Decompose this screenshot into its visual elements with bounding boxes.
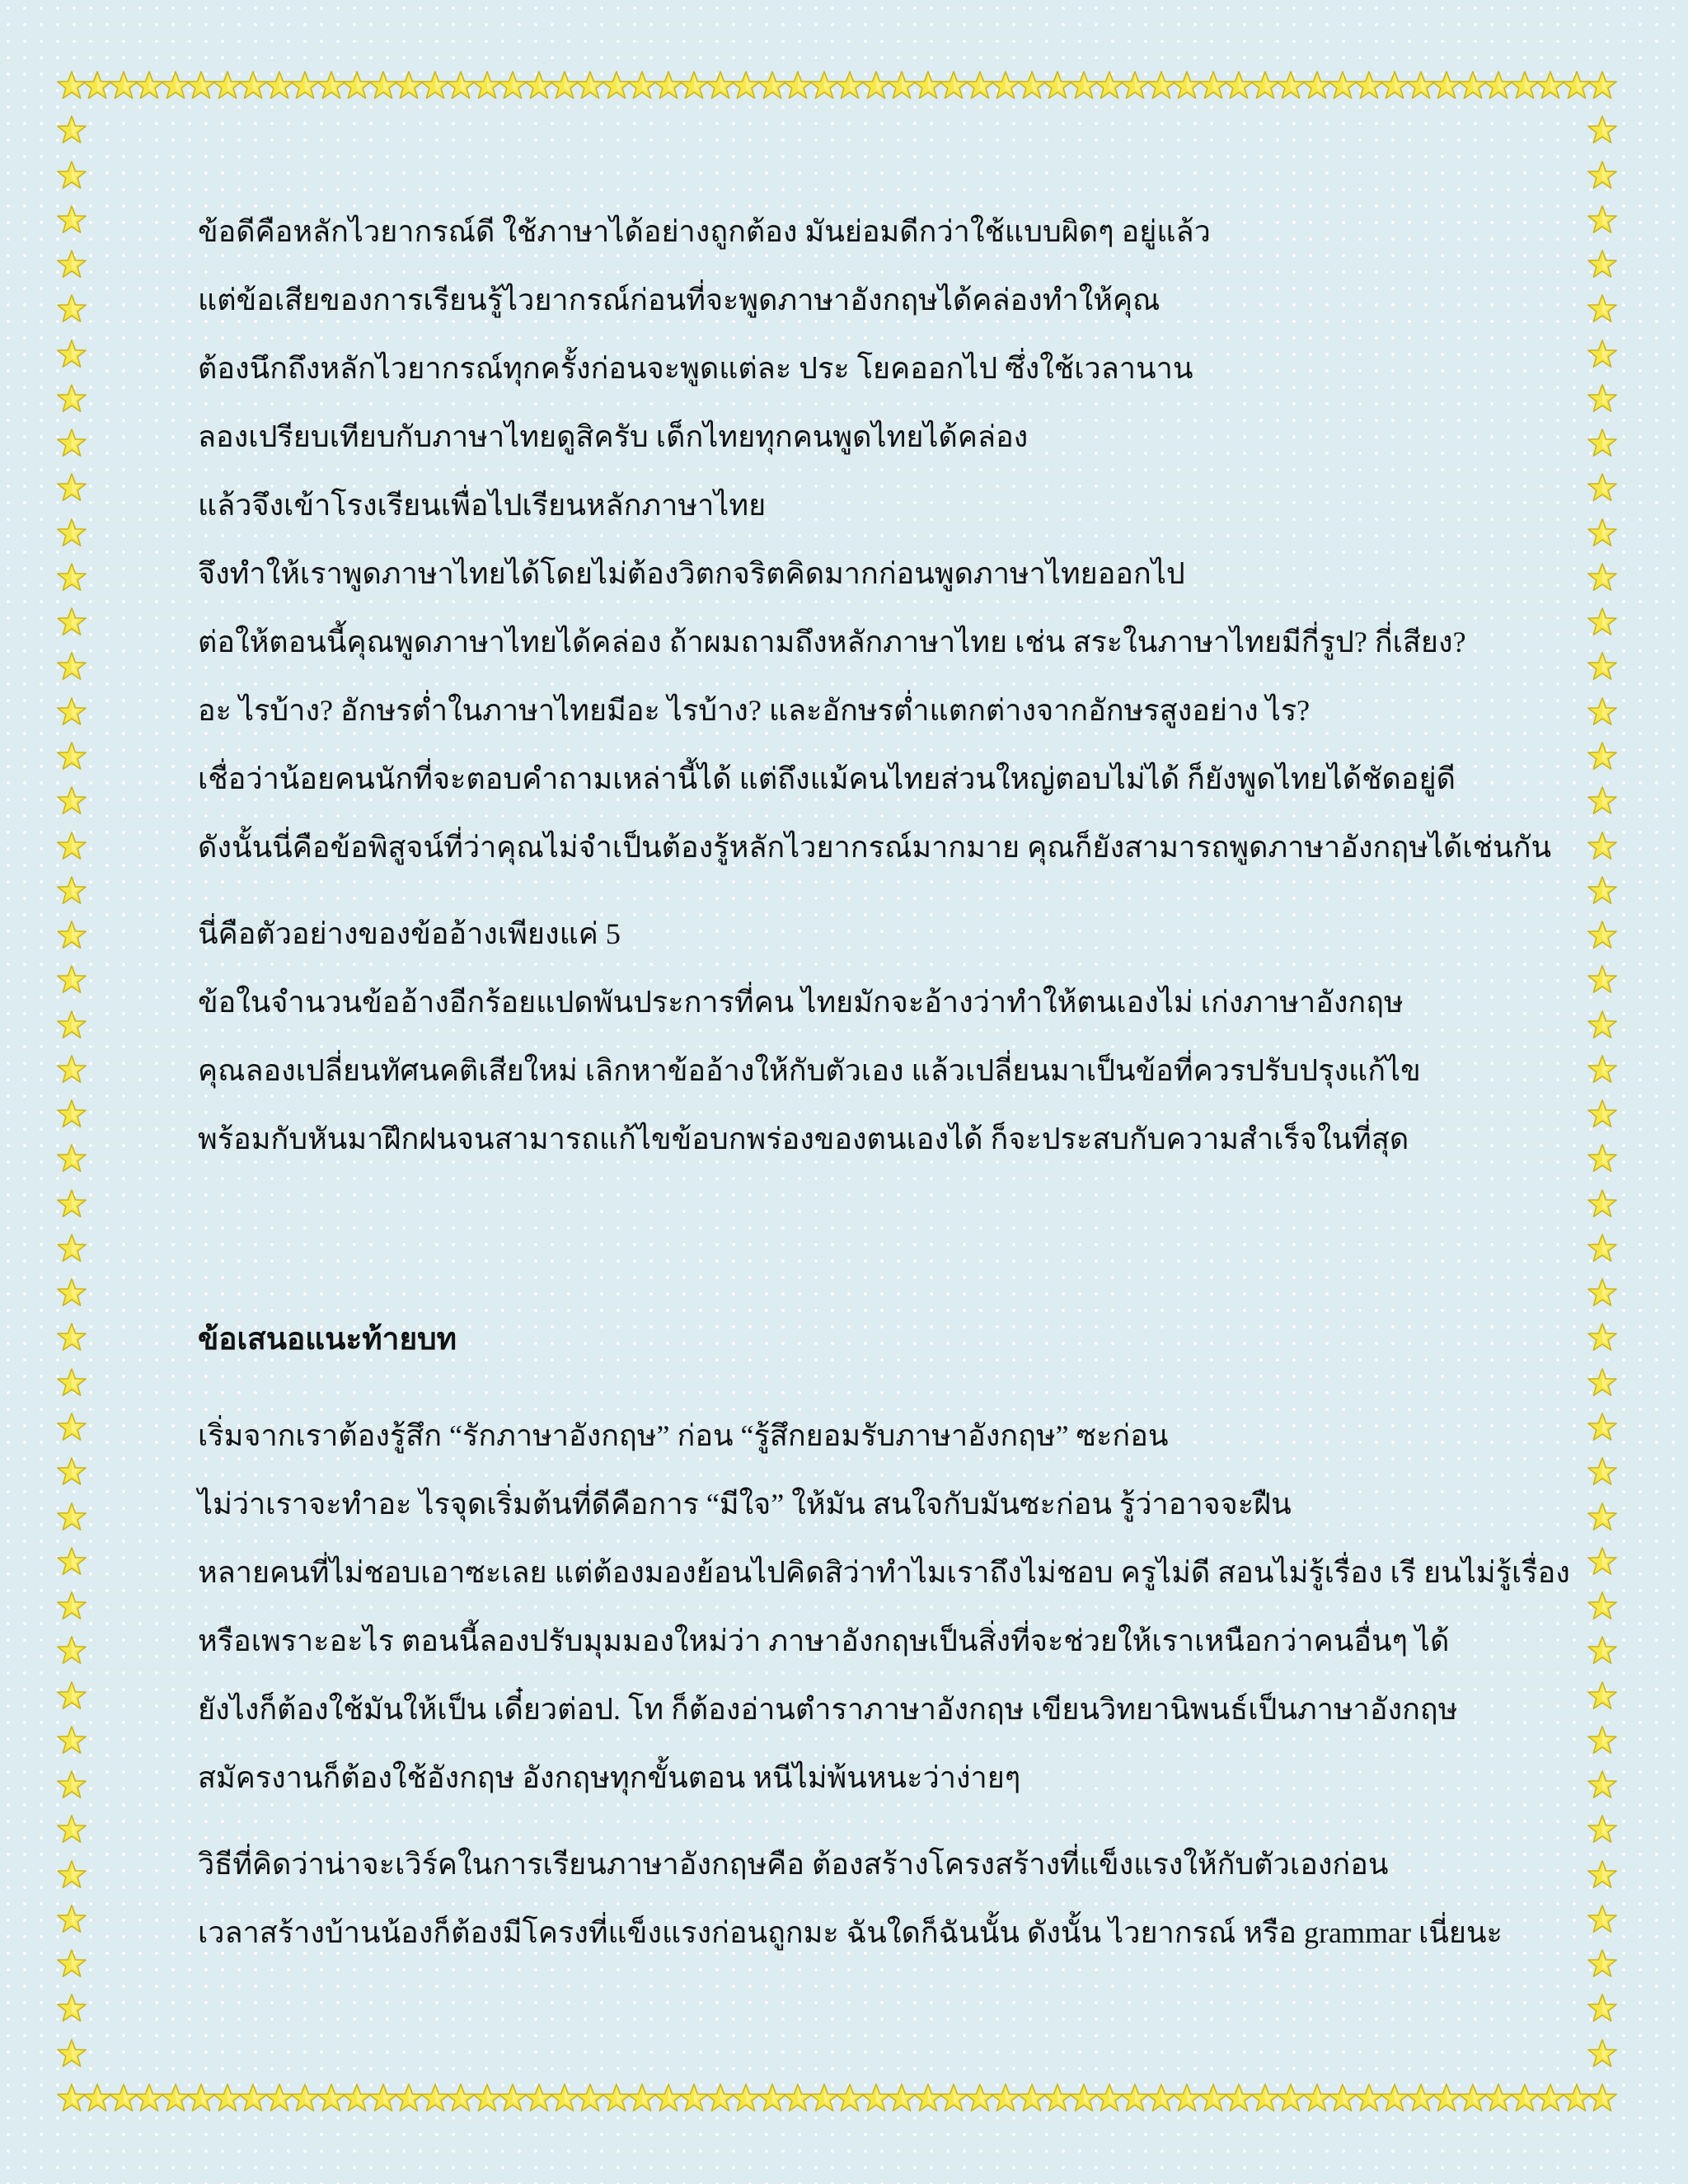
star-icon [886, 2083, 917, 2114]
star-icon [1587, 1993, 1618, 2024]
star-icon [1587, 1814, 1618, 1845]
star-icon [341, 2083, 373, 2114]
star-icon [653, 70, 684, 101]
text-line: ลองเปรียบเทียบกับภาษาไทยดูสิครับ เด็กไทยทุกคนพูดไทยได้คล่อง [198, 420, 1029, 453]
text-line: ไม่ว่าเราจะทำอะ ไรจุดเริ่มต้นที่ดีคือการ “มีใจ” ให้มัน สนใจกับมันซะก่อน รู้ว่าอาจจะฝืน [198, 1488, 1292, 1521]
heading-spacer [198, 1374, 1533, 1402]
star-icon [471, 2083, 503, 2114]
star-icon [912, 70, 944, 101]
star-icon [1587, 1635, 1618, 1666]
star-icon [1587, 1725, 1618, 1756]
star-icon [56, 1680, 87, 1712]
star-icon [1561, 2083, 1592, 2114]
star-icon [1171, 70, 1203, 101]
star-icon [56, 1904, 87, 1935]
star-icon [56, 2083, 87, 2114]
text-line: ยังไงก็ต้องใช้มันให้เป็น เดี๋ยวต่อป. โท ก็ต้องอ่านตำราภาษาอังกฤษ เขียนวิทยานิพนธ์เป็นภาษาอังกฤษ [198, 1693, 1458, 1726]
star-icon [653, 2083, 684, 2114]
star-icon [1068, 2083, 1100, 2114]
star-icon [56, 1412, 87, 1443]
star-icon [964, 70, 996, 101]
star-icon [1301, 2083, 1333, 2114]
star-icon [56, 1859, 87, 1891]
star-icon [860, 2083, 892, 2114]
star-icon [574, 70, 606, 101]
star-icon [964, 2083, 996, 2114]
star-icon [56, 1725, 87, 1756]
star-icon [368, 2083, 399, 2114]
star-icon [56, 1322, 87, 1353]
star-icon [56, 518, 87, 549]
star-icon [237, 2083, 269, 2114]
star-icon [1457, 2083, 1489, 2114]
paragraph-grammar-advantages [198, 198, 1552, 882]
star-icon [56, 383, 87, 415]
star-icon [1587, 2083, 1618, 2114]
star-icon [1119, 70, 1151, 101]
star-icon [160, 70, 191, 101]
star-icon [1457, 70, 1489, 101]
star-icon [56, 115, 87, 146]
star-icon [82, 2083, 113, 2114]
star-icon [1587, 741, 1618, 772]
paragraph-love-english [198, 1402, 1570, 1812]
star-icon [56, 1502, 87, 1533]
text-line: นี่คือตัวอย่างของข้ออ้างเพียงแค่ 5 [198, 917, 621, 950]
star-icon [1483, 70, 1514, 101]
star-icon [56, 875, 87, 907]
star-icon [56, 204, 87, 236]
star-icon [56, 249, 87, 280]
star-icon [1587, 249, 1618, 280]
star-icon [1016, 70, 1048, 101]
star-icon [1094, 2083, 1125, 2114]
star-icon [420, 70, 451, 101]
star-icon [212, 2083, 243, 2114]
star-icon [264, 2083, 295, 2114]
star-icon [1068, 70, 1100, 101]
star-icon [1587, 1322, 1618, 1353]
star-icon [1587, 1010, 1618, 1041]
star-icon [497, 70, 528, 101]
star-icon [1587, 920, 1618, 951]
star-icon [549, 70, 580, 101]
star-icon [56, 1277, 87, 1309]
star-icon [678, 2083, 710, 2114]
star-icon [1327, 2083, 1358, 2114]
star-icon [1587, 1233, 1618, 1264]
star-icon [56, 651, 87, 682]
star-icon [1587, 1277, 1618, 1309]
star-icon [289, 2083, 321, 2114]
star-icon [1587, 1502, 1618, 1533]
text-line: หรือเพราะอะไร ตอนนี้ลองปรับมุมมองใหม่ว่า ภาษาอังกฤษเป็นสิ่งที่จะช่วยให้เราเหนือกว่าคนอื่นๆ ได้ [198, 1624, 1450, 1657]
star-icon [56, 339, 87, 370]
star-icon [1587, 70, 1618, 101]
star-icon [56, 920, 87, 951]
text-line: ข้อดีคือหลักไวยากรณ์ดี ใช้ภาษาได้อย่างถูกต้อง มันย่อมดีกว่าใช้แบบผิดๆ อยู่แล้ว [198, 215, 1211, 248]
star-icon [264, 70, 295, 101]
star-icon [56, 293, 87, 325]
star-icon [757, 70, 788, 101]
text-line: แล้วจึงเข้าโรงเรียนเพื่อไปเรียนหลักภาษาไทย [198, 489, 767, 522]
section-spacer [198, 1174, 1533, 1305]
star-icon [56, 1769, 87, 1801]
star-icon [1587, 964, 1618, 996]
star-icon [1587, 875, 1618, 907]
star-icon [1509, 70, 1540, 101]
star-icon [56, 1233, 87, 1264]
star-icon [601, 2083, 632, 2114]
star-icon [1587, 651, 1618, 682]
star-icon [1587, 1859, 1618, 1891]
star-icon [834, 2083, 865, 2114]
text-line: ต้องนึกถึงหลักไวยากรณ์ทุกครั้งก่อนจะพูดแต่ละ ประ โยคออกไป ซึ่งใช้เวลานาน [198, 352, 1193, 385]
star-icon [1042, 2083, 1073, 2114]
star-icon [316, 2083, 347, 2114]
star-icon [1327, 70, 1358, 101]
star-icon [1587, 339, 1618, 370]
star-icon [1483, 2083, 1514, 2114]
star-icon [705, 70, 736, 101]
star-icon [497, 2083, 528, 2114]
star-icon [56, 2038, 87, 2069]
star-icon [289, 70, 321, 101]
star-icon [574, 2083, 606, 2114]
star-icon [1275, 70, 1306, 101]
star-icon [1353, 70, 1385, 101]
star-icon [56, 1054, 87, 1085]
star-icon [1587, 293, 1618, 325]
star-icon [56, 1546, 87, 1577]
star-icon [56, 1814, 87, 1845]
text-line: อะ ไรบ้าง? อักษรต่ำในภาษาไทยมีอะ ไรบ้าง? และอักษรต่ำแตกต่างจากอักษรสูงอย่าง ไร? [198, 694, 1311, 727]
star-icon [393, 70, 424, 101]
star-icon [860, 70, 892, 101]
star-icon [1146, 2083, 1177, 2114]
star-icon [1587, 518, 1618, 549]
paragraph-spacer [198, 1812, 1533, 1830]
star-icon [1042, 70, 1073, 101]
text-line: ต่อให้ตอนนี้คุณพูดภาษาไทยได้คล่อง ถ้าผมถามถึงหลักภาษาไทย เช่น สระในภาษาไทยมีกี่รูป? กี่เสียง? [198, 626, 1466, 658]
star-icon [185, 2083, 217, 2114]
star-icon [56, 1993, 87, 2024]
star-icon [212, 70, 243, 101]
star-icon [1587, 1948, 1618, 1980]
document-body [198, 198, 1570, 1967]
star-icon [730, 2083, 762, 2114]
star-icon [1535, 2083, 1566, 2114]
star-icon [730, 70, 762, 101]
star-icon [56, 1143, 87, 1174]
star-icon [1301, 70, 1333, 101]
star-icon [316, 70, 347, 101]
text-line: จึงทำให้เราพูดภาษาไทยได้โดยไม่ต้องวิตกจริตคิดมากก่อนพูดภาษาไทยออกไป [198, 557, 1185, 590]
star-icon [1587, 785, 1618, 817]
star-icon [1250, 2083, 1281, 2114]
star-icon [471, 70, 503, 101]
star-icon [108, 70, 139, 101]
star-icon [56, 1099, 87, 1130]
star-icon [393, 2083, 424, 2114]
star-icon [1198, 70, 1229, 101]
star-icon [1587, 1143, 1618, 1174]
text-line: สมัครงานก็ต้องใช้อังกฤษ อังกฤษทุกขั้นตอน หนีไม่พ้นหนะว่าง่ายๆ [198, 1761, 1021, 1794]
star-icon [1146, 70, 1177, 101]
section-heading: ข้อเสนอแนะท้ายบท [198, 1323, 457, 1357]
text-line: แต่ข้อเสียของการเรียนรู้ไวยากรณ์ก่อนที่จะพูดภาษาอังกฤษได้คล่องทำให้คุณ [198, 284, 1160, 316]
star-icon [1119, 2083, 1151, 2114]
star-icon [1250, 70, 1281, 101]
star-icon [757, 2083, 788, 2114]
star-icon [1587, 696, 1618, 728]
star-icon [1171, 2083, 1203, 2114]
star-icon [134, 70, 165, 101]
star-icon [1587, 1099, 1618, 1130]
star-icon [56, 696, 87, 728]
text-line: หลายคนที่ไม่ชอบเอาซะเลย แต่ต้องมองย้อนไปคิดสิว่าทำไมเราถึงไม่ชอบ ครูไม่ดี สอนไม่รู้เรื่อง เรี ยนไม่รู้เรื่อง [198, 1556, 1570, 1589]
star-icon [1587, 160, 1618, 191]
star-icon [1587, 562, 1618, 593]
star-icon [1431, 2083, 1462, 2114]
star-icon [56, 785, 87, 817]
star-icon [1405, 70, 1437, 101]
star-icon [56, 1010, 87, 1041]
star-icon [1431, 70, 1462, 101]
star-icon [1587, 1188, 1618, 1220]
star-icon [523, 70, 555, 101]
text-line: ดังนั้นนี่คือข้อพิสูจน์ที่ว่าคุณไม่จำเป็นต้องรู้หลักไวยากรณ์มากมาย คุณก็ยังสามารถพูดภาษาอังกฤษได้เช่นกัน [198, 831, 1552, 864]
paragraph-structure [198, 1830, 1533, 1967]
star-icon [809, 2083, 840, 2114]
star-icon [56, 472, 87, 504]
star-icon [834, 70, 865, 101]
text-line: วิธีที่คิดว่าน่าจะเวิร์คในการเรียนภาษาอังกฤษคือ ต้องสร้างโครงสร้างที่แข็งแรงให้กับตัวเองก่อน [198, 1848, 1389, 1881]
star-icon [56, 160, 87, 191]
star-icon [56, 428, 87, 459]
star-icon [938, 70, 969, 101]
star-icon [626, 2083, 658, 2114]
star-icon [1223, 2083, 1254, 2114]
text-line: พร้อมกับหันมาฝึกฝนจนสามารถแก้ไขข้อบกพร่องของตนเองได้ ก็จะประสบกับความสำเร็จในที่สุด [198, 1122, 1409, 1155]
star-icon [56, 607, 87, 638]
star-icon [1353, 2083, 1385, 2114]
paragraph-excuses [198, 900, 1533, 1174]
star-icon [445, 2083, 476, 2114]
star-icon [56, 562, 87, 593]
star-icon [420, 2083, 451, 2114]
star-icon [56, 1456, 87, 1488]
star-icon [523, 2083, 555, 2114]
star-icon [705, 2083, 736, 2114]
star-icon [1587, 1769, 1618, 1801]
star-icon [1587, 1456, 1618, 1488]
star-icon [368, 70, 399, 101]
star-icon [56, 831, 87, 862]
paragraph-spacer [198, 882, 1533, 900]
star-icon [56, 1948, 87, 1980]
star-icon [56, 1367, 87, 1399]
star-icon [56, 741, 87, 772]
star-icon [1587, 1412, 1618, 1443]
star-icon [1587, 428, 1618, 459]
star-icon [1587, 2038, 1618, 2069]
star-icon [56, 964, 87, 996]
star-icon [990, 2083, 1021, 2114]
star-icon [809, 70, 840, 101]
star-icon [1587, 115, 1618, 146]
text-line: เริ่มจากเราต้องรู้สึก “รักภาษาอังกฤษ” ก่อน “รู้สึกยอมรับภาษาอังกฤษ” ซะก่อน [198, 1419, 1169, 1452]
star-icon [1016, 2083, 1048, 2114]
star-icon [1587, 607, 1618, 638]
star-icon [341, 70, 373, 101]
star-icon [626, 70, 658, 101]
star-icon [1561, 70, 1592, 101]
star-icon [938, 2083, 969, 2114]
star-icon [1223, 70, 1254, 101]
star-icon [678, 70, 710, 101]
star-icon [1379, 2083, 1410, 2114]
star-icon [1509, 2083, 1540, 2114]
star-icon [445, 70, 476, 101]
star-icon [1405, 2083, 1437, 2114]
star-icon [1587, 1591, 1618, 1622]
star-icon [1198, 2083, 1229, 2114]
star-icon [886, 70, 917, 101]
star-icon [108, 2083, 139, 2114]
text-line: เวลาสร้างบ้านน้องก็ต้องมีโครงที่แข็งแรงก่อนถูกมะ ฉันใดก็ฉันนั้น ดังนั้น ไวยากรณ์ หรือ grammar เนี่ยนะ [198, 1916, 1503, 1949]
star-icon [1587, 1054, 1618, 1085]
star-icon [56, 1591, 87, 1622]
star-icon [185, 70, 217, 101]
star-icon [1587, 383, 1618, 415]
star-icon [1587, 1904, 1618, 1935]
star-icon [134, 2083, 165, 2114]
star-icon [1587, 1367, 1618, 1399]
star-icon [782, 2083, 814, 2114]
text-line: เชื่อว่าน้อยคนนักที่จะตอบคำถามเหล่านี้ได้ แต่ถึงแม้คนไทยส่วนใหญ่ตอบไม่ได้ ก็ยังพูดไทยได้ชัดอยู่ดี [198, 762, 1456, 795]
star-icon [1379, 70, 1410, 101]
star-icon [1587, 472, 1618, 504]
text-line: คุณลองเปลี่ยนทัศนคติเสียใหม่ เลิกหาข้ออ้างให้กับตัวเอง แล้วเปลี่ยนมาเป็นข้อที่ควรปรับปรุงแก้ไข [198, 1054, 1421, 1087]
star-icon [160, 2083, 191, 2114]
star-icon [1535, 70, 1566, 101]
text-line: ข้อในจำนวนข้ออ้างอีกร้อยแปดพันประการที่คน ไทยมักจะอ้างว่าทำให้ตนเองไม่ เก่งภาษาอังกฤษ [198, 986, 1404, 1019]
star-icon [56, 1188, 87, 1220]
star-icon [782, 70, 814, 101]
star-icon [1587, 1546, 1618, 1577]
star-icon [912, 2083, 944, 2114]
star-icon [990, 70, 1021, 101]
star-icon [56, 70, 87, 101]
star-icon [56, 1635, 87, 1666]
star-icon [1587, 831, 1618, 862]
star-icon [549, 2083, 580, 2114]
star-icon [601, 70, 632, 101]
star-icon [1094, 70, 1125, 101]
star-icon [82, 70, 113, 101]
star-icon [1587, 1680, 1618, 1712]
star-icon [237, 70, 269, 101]
star-icon [1587, 204, 1618, 236]
star-icon [1275, 2083, 1306, 2114]
